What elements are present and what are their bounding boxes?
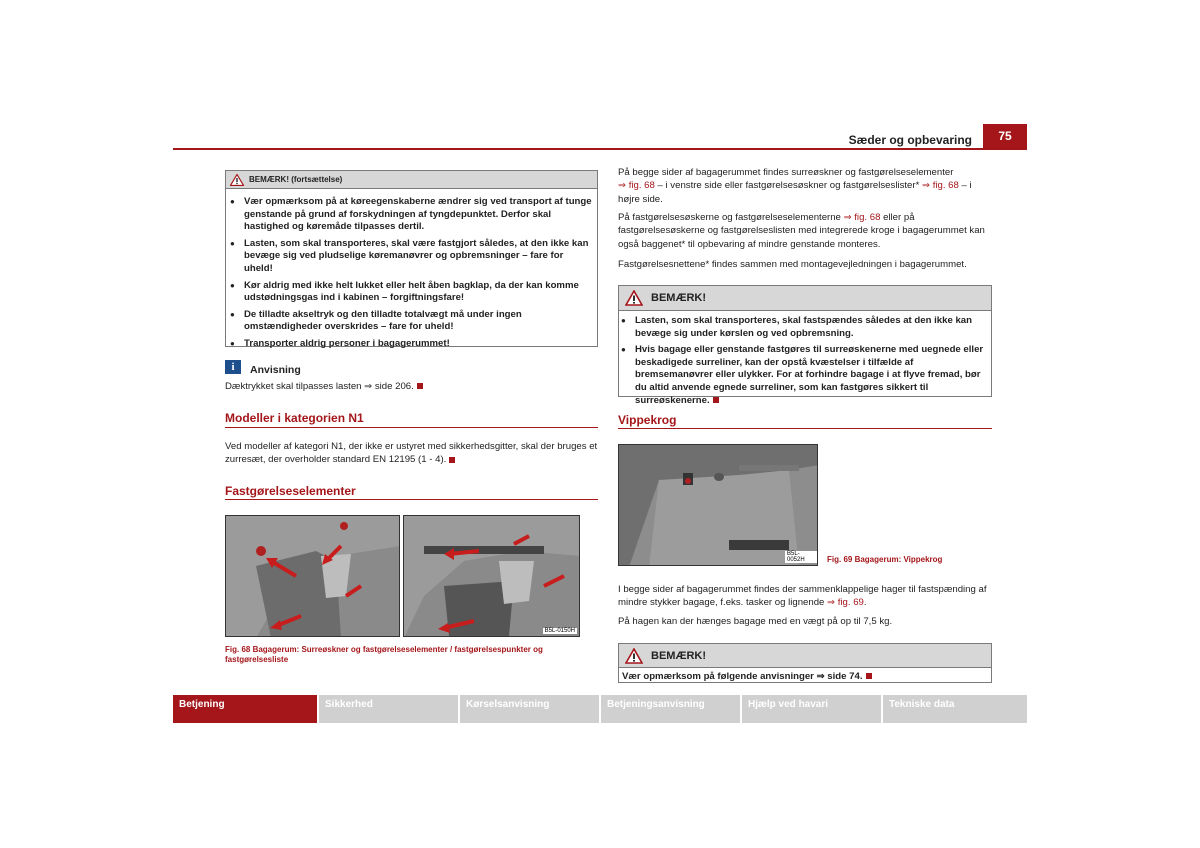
header-rule [173,148,1027,150]
section-title-fastgoerelse: Fastgørelseselementer [225,484,356,498]
warning-title: BEMÆRK! [651,649,706,662]
warning-box-2 [618,643,992,683]
page-number: 75 [983,124,1027,148]
figure-68-right [403,515,580,637]
figure-link[interactable]: ⇒ fig. 68 [921,180,959,192]
warning-continued-box [225,170,598,347]
end-square-icon [866,673,872,679]
note-title: Anvisning [250,364,301,376]
paragraph-4: I begge sider af bagagerummet findes der sammenklappelige hager til fastspænding af mindre stykker bagage, f.eks. tasker og lignende ⇒ fig. 69. [618,584,987,609]
warning-box [618,285,992,406]
list-item: ● Lasten, som skal transporteres, skal fastspændes således at den ikke kan bevæge sig under kørslen og ved opbremsning. [619,315,987,340]
warning-triangle-icon [625,290,643,306]
section-rule [225,499,598,500]
figure-code: B5L-0052H [785,551,817,563]
note-text: Dæktrykket skal tilpasses lasten ⇒ side 206. [225,380,598,393]
list-item: ● Vær opmærksom på at køreegenskaberne ændrer sig ved transport af tunge genstande på grund af forskydningen af tyngdepunktet. Derfor skal hastighed og køremåde tilpasses dertil. [228,196,593,234]
figure-68-caption: Fig. 68 Bagagerum: Surreøskner og fastgørelseselementer / fastgørelsespunkter og fastgørelsesliste [225,645,543,664]
warning-header [226,171,597,189]
section-title-n1: Modeller i kategorien N1 [225,411,364,425]
list-item: ● Kør aldrig med ikke helt lukket eller helt åben bagklap, da der kan komme udstødningsgas ind i kabinen – forgiftningsfare! [228,280,593,305]
paragraph-2: På fastgørelsesøskerne og fastgørelseselementerne ⇒ fig. 68 eller på fastgørelsesøskerne og fastgørelseslisten med integrerede kroge i bagagerummet kan også baggenet* til opbevaring af mindre genstande monteres. [618,212,985,250]
warning-list [226,189,597,351]
warning-triangle-icon [625,648,643,664]
end-square-icon [449,457,455,463]
figure-code: B5L-0150H [544,628,575,634]
trunk-left-illustration [226,516,400,637]
warning-title: BEMÆRK! (fortsættelse) [249,175,343,184]
arrow-right-icon: ⇒ [364,381,373,392]
figure-link[interactable]: ⇒ fig. 69 [827,597,864,609]
figure-69-caption: Fig. 69 Bagagerum: Vippekrog [827,555,943,564]
hook-illustration [619,445,818,566]
nav-tab-sikkerhed[interactable]: Sikkerhed [319,695,458,723]
figure-link[interactable]: ⇒ fig. 68 [618,180,655,192]
paragraph-1: På begge sider af bagagerummet findes surreøskner og fastgørelseselementer ⇒ fig. 68 – i venstre side eller fastgørelsesøskner og fastgørelseslister* ⇒ fig. 68 – i højre side. [618,167,972,205]
info-icon: i [225,360,241,374]
nav-tab-hjaelp-ved-havari[interactable]: Hjælp ved havari [742,695,881,723]
list-item: ● Transporter aldrig personer i bagagerummet! [228,338,593,351]
warning-triangle-icon [230,174,244,186]
nav-tab-koerselsanvisning[interactable]: Kørselsanvisning [460,695,599,723]
nav-tab-betjening[interactable]: Betjening [173,695,317,723]
paragraph-5: På hagen kan der hænges bagage med en vægt på op til 7,5 kg. [618,616,893,627]
figure-69 [618,444,818,566]
section-n1-text: Ved modeller af kategori N1, der ikke er ustyret med sikkerhedsgitter, skal der bruges et zurresæt, der overholder standard EN 12195 (1 - 4). [225,441,598,466]
section-rule [618,428,992,429]
list-item: ● Lasten, som skal transporteres, skal være fastgjort således, at den ikke kan bevæge sig ved pludselige køremanøvrer og opbremsninger – fare for uheld! [228,238,593,276]
warning-title: BEMÆRK! [651,292,706,304]
warning-text: Vær opmærksom på følgende anvisninger ⇒ side 74. [619,668,991,682]
warning-header [619,286,991,311]
warning-list [619,311,991,407]
nav-tab-betjeningsanvisning[interactable]: Betjeningsanvisning [601,695,740,723]
trunk-right-illustration [404,516,580,637]
end-square-icon [417,383,423,389]
list-item: ● Hvis bagage eller genstande fastgøres til surreøskenerne med uegnede eller beskadigede surreliner, kan der opstå kvæstelser i tilfælde af bremsemanøvrer eller ulykker. For at forhindre bagage i at flyve fremad, bør du altid anvende egnede surreliner, som kan fastgøres sikkert til surreøskenerne. [619,344,987,407]
list-item: ● De tilladte akseltryk og den tilladte totalvægt må under ingen omstændigheder overskrides – fare for uheld! [228,309,593,334]
warning-header [619,644,991,668]
end-square-icon [713,397,719,403]
section-title-vippekrog: Vippekrog [618,413,677,427]
figure-link[interactable]: ⇒ fig. 68 [843,212,881,223]
figure-68-left [225,515,400,637]
section-rule [225,427,598,428]
running-header-title: Sæder og opbevaring [848,133,972,147]
paragraph-3: Fastgørelsesnettene* findes sammen med montagevejledningen i bagagerummet. [618,259,967,270]
nav-tab-tekniske-data[interactable]: Tekniske data [883,695,1027,723]
